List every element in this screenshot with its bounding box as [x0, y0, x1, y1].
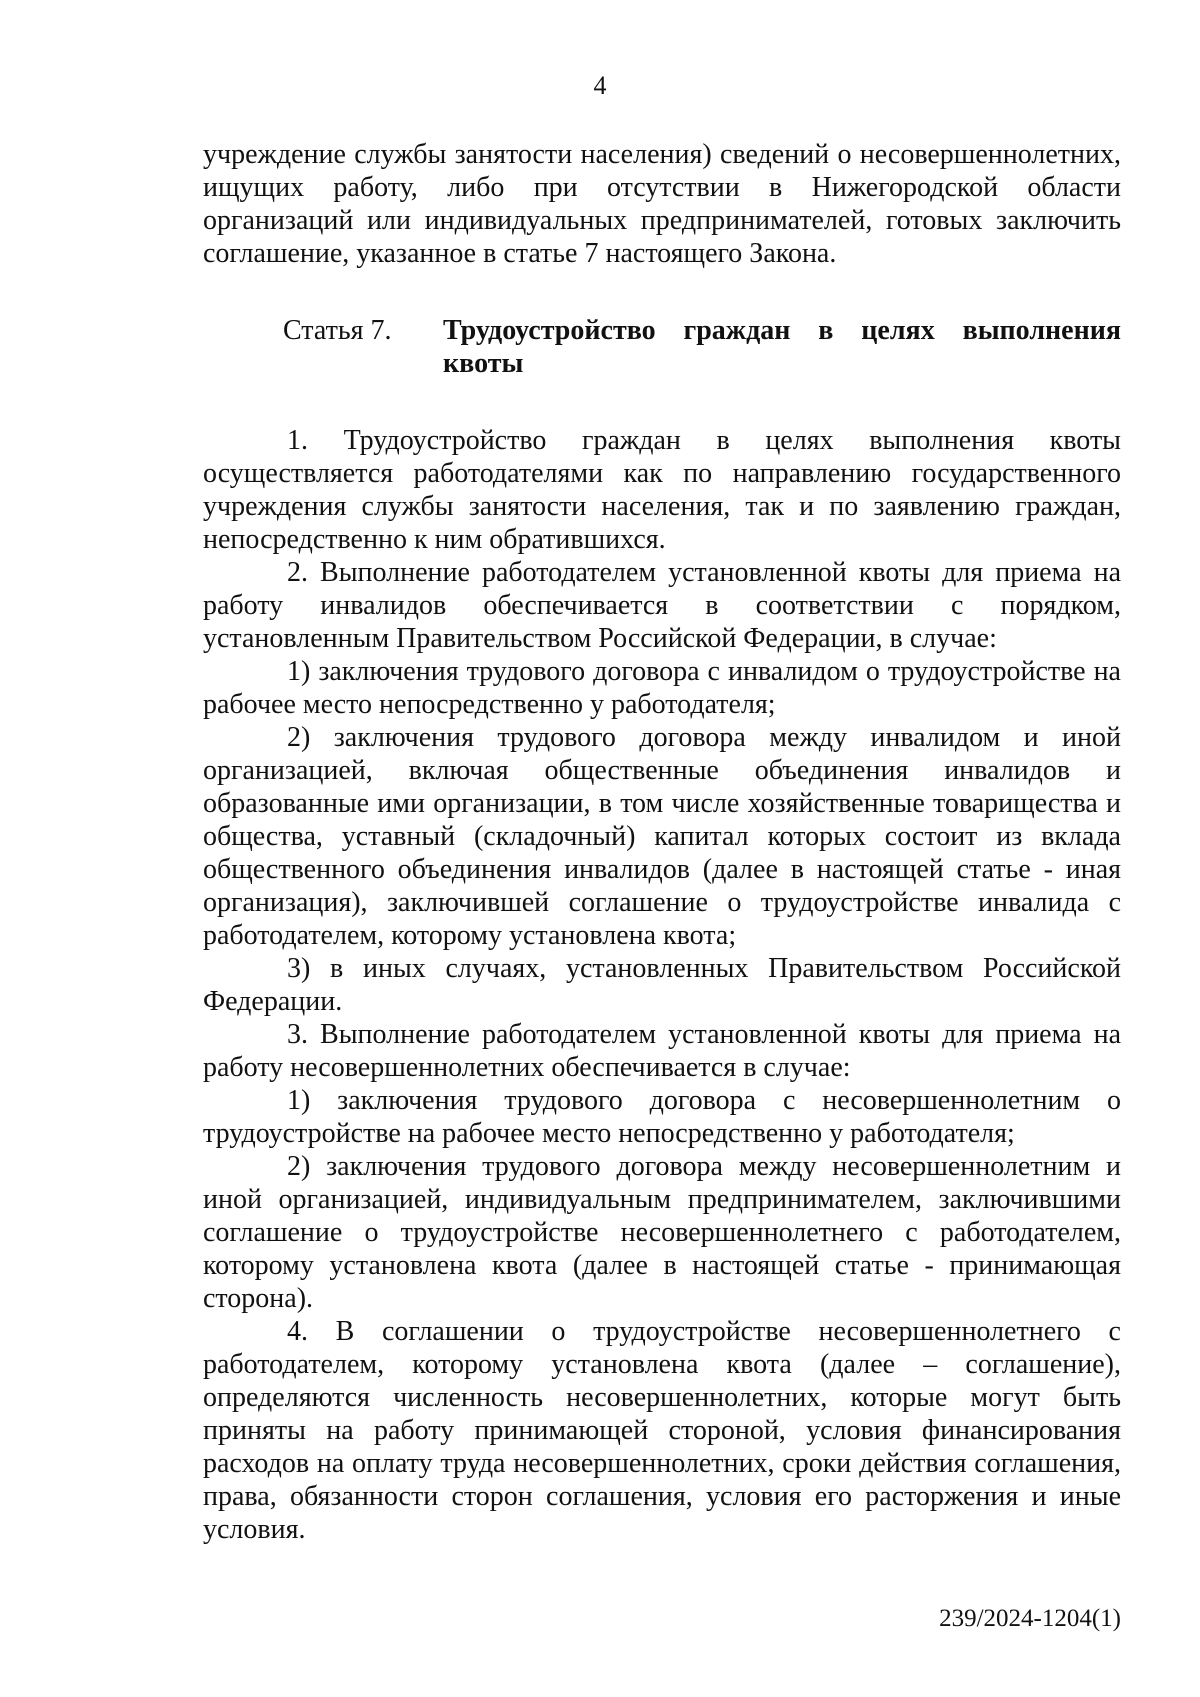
paragraph-2-item-1: 1) заключения трудового договора с инвалидом о трудоустройстве на рабочее место непосредственно у работодателя; [203, 656, 1121, 720]
page-number: 4 [593, 71, 607, 100]
article-number: Статья 7. [283, 315, 392, 346]
document-code: 239/2024-1204(1) [939, 1605, 1121, 1632]
paragraph-3-item-2: 2) заключения трудового договора между несовершеннолетним и иной организацией, индивидуальным предпринимателем, заключившими соглашение о трудоустройстве несовершеннолетнего с работодателем, которому установлена квота (далее в настоящей статье - принимающая сторона). [203, 1151, 1121, 1314]
paragraph-3-item-1: 1) заключения трудового договора с несовершеннолетним о трудоустройстве на рабочее место непосредственно у работодателя; [203, 1085, 1121, 1149]
article-title: Трудоустройство граждан в целях выполнения квоты [443, 315, 1121, 379]
intro-paragraph: учреждение службы занятости населения) сведений о несовершеннолетних, ищущих работу, либо при отсутствии в Нижегородской области организаций или индивидуальных предпринимателей, готовых заключить соглашение, указанное в статье 7 настоящего Закона. [203, 139, 1121, 269]
article-heading [203, 314, 1121, 380]
paragraph-4: 4. В соглашении о трудоустройстве несовершеннолетнего с работодателем, которому установлена квота (далее – соглашение), определяются численность несовершеннолетних, которые могут быть приняты на работу принимающей стороной, условия финансирования расходов на оплату труда несовершеннолетних, сроки действия соглашения, права, обязанности сторон соглашения, условия его расторжения и иные условия. [203, 1316, 1121, 1545]
paragraph-2-item-3: 3) в иных случаях, установленных Правительством Российской Федерации. [203, 953, 1121, 1017]
paragraph-3: 3. Выполнение работодателем установленной квоты для приема на работу несовершеннолетних обеспечивается в случае: [203, 1019, 1121, 1083]
paragraph-1: 1. Трудоустройство граждан в целях выполнения квоты осуществляется работодателями как по направлению государственного учреждения службы занятости населения, так и по заявлению граждан, непосредственно к ним обратившихся. [203, 425, 1121, 555]
paragraph-2: 2. Выполнение работодателем установленной квоты для приема на работу инвалидов обеспечивается в соответствии с порядком, установленным Правительством Российской Федерации, в случае: [203, 557, 1121, 654]
document-body [203, 138, 1121, 1546]
paragraph-2-item-2: 2) заключения трудового договора между инвалидом и иной организацией, включая общественные объединения инвалидов и образованные ими организации, в том числе хозяйственные товарищества и общества, уставный (складочный) капитал которых состоит из вклада общественного объединения инвалидов (далее в настоящей статье - иная организация), заключившей соглашение о трудоустройстве инвалида с работодателем, которому установлена квота; [203, 722, 1121, 951]
